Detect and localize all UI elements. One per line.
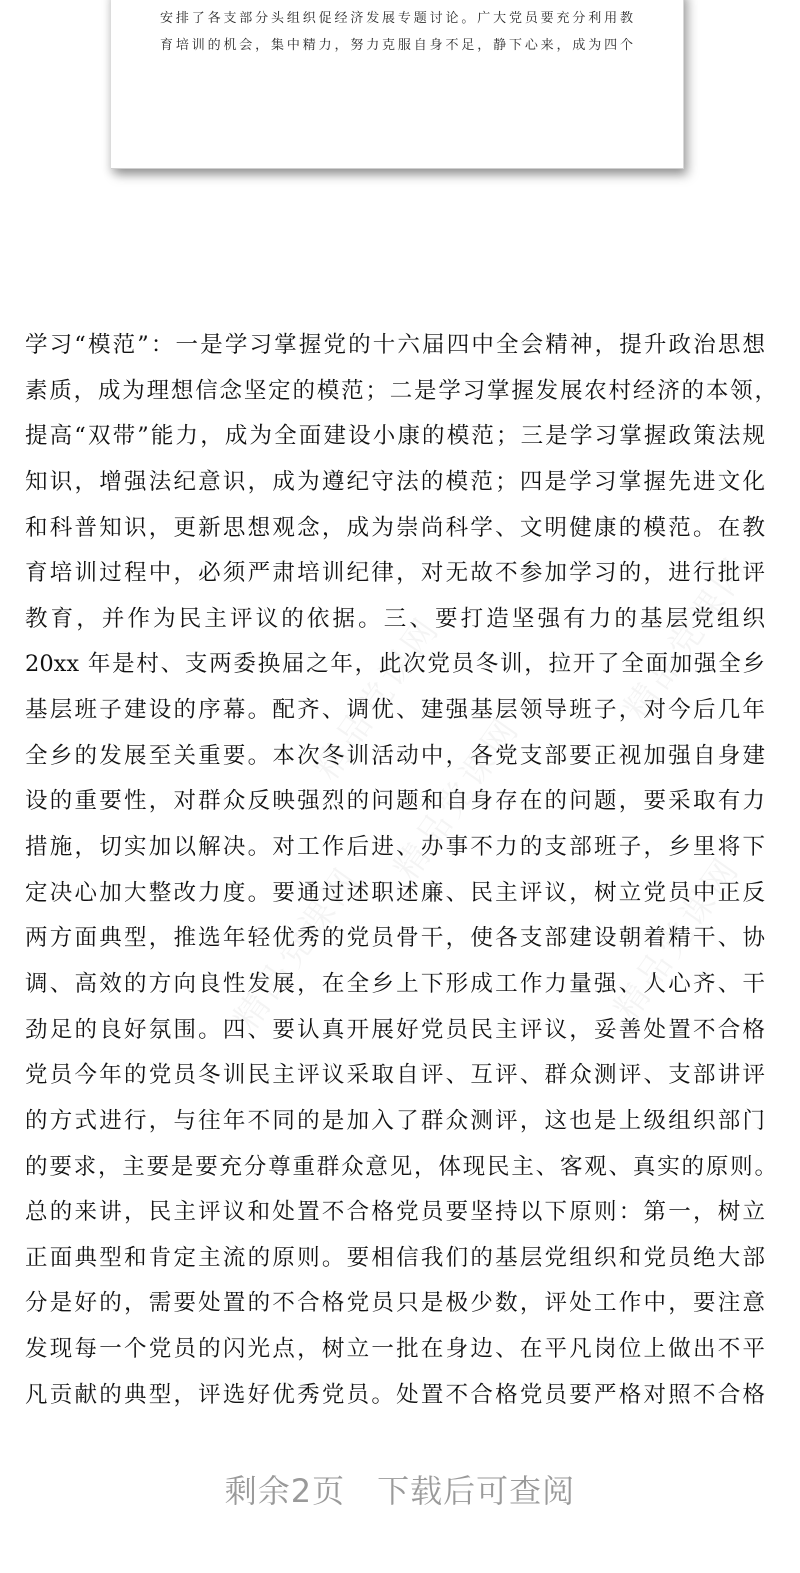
- text-line: 发现每一个党员的闪光点，树立一批在身边、在平凡岗位上做出不平: [25, 1336, 765, 1363]
- card-text-line: 育培训的机会，集中精力，努力克服自身不足，静下心来，成为四个: [160, 38, 633, 53]
- text-line: 调、高效的方向良性发展，在全乡上下形成工作力量强、人心齐、干: [25, 970, 765, 997]
- text-line: 分是好的，需要处置的不合格党员只是极少数，评处工作中，要注意: [25, 1290, 765, 1317]
- text-line: 学习“模范”：一是学习掌握党的十六届四中全会精神，提升政治思想: [25, 332, 765, 358]
- text-line: 全乡的发展至关重要。本次冬训活动中，各党支部要正视加强自身建: [25, 742, 765, 769]
- text-line: 两方面典型，推选年轻优秀的党员骨干，使各支部建设朝着精干、协: [25, 925, 765, 952]
- text-line: 劲足的良好氛围。四、要认真开展好党员民主评议，妥善处置不合格: [25, 1016, 765, 1043]
- previous-page-card: [111, 0, 684, 169]
- text-line: 基层班子建设的序幕。配齐、调优、建强基层领导班子，对今后几年: [25, 697, 765, 724]
- text-line: 素质，成为理想信念坚定的模范；二是学习掌握发展农村经济的本领，: [25, 377, 777, 404]
- card-text-line: 安排了各支部分头组织促经济发展专题讨论。广大党员要充分利用教: [160, 11, 633, 26]
- text-line: 提高“双带”能力，成为全面建设小康的模范；三是学习掌握政策法规: [25, 423, 765, 450]
- text-line: 的方式进行，与往年不同的是加入了群众测评，这也是上级组织部门: [25, 1107, 765, 1134]
- text-line: 正面典型和肯定主流的原则。要相信我们的基层党组织和党员绝大部: [25, 1244, 765, 1271]
- text-line: 和科普知识，更新思想观念，成为崇尚科学、文明健康的模范。在教: [25, 514, 765, 541]
- text-line: 育培训过程中，必须严肃培训纪律，对无故不参加学习的，进行批评: [25, 560, 765, 587]
- text-line: 总的来讲，民主评议和处置不合格党员要坚持以下原则：第一，树立: [25, 1199, 765, 1226]
- text-line: 凡贡献的典型，评选好优秀党员。处置不合格党员要严格对照不合格: [25, 1381, 765, 1408]
- text-line: 知识，增强法纪意识，成为遵纪守法的模范；四是学习掌握先进文化: [25, 468, 765, 495]
- text-line: 定决心加大整改力度。要通过述职述廉、民主评议，树立党员中正反: [25, 879, 765, 906]
- text-line: 教育，并作为民主评议的依据。三、要打造坚强有力的基层党组织: [25, 605, 765, 632]
- remaining-pages-prompt[interactable]: [0, 1466, 800, 1512]
- text-line: 设的重要性，对群众反映强烈的问题和自身存在的问题，要采取有力: [25, 788, 765, 815]
- text-line: 措施，切实加以解决。对工作后进、办事不力的支部班子，乡里将下: [25, 834, 765, 861]
- download-to-view-link[interactable]: 下载后可查阅: [377, 1472, 576, 1510]
- document-body: [25, 328, 777, 1423]
- remaining-pages-count[interactable]: 剩余2页: [224, 1472, 346, 1510]
- text-line: 党员今年的党员冬训民主评议采取自评、互评、群众测评、支部讲评: [25, 1062, 765, 1089]
- text-line: 20xx 年是村、支两委换届之年，此次党员冬训，拉开了全面加强全乡: [25, 651, 765, 678]
- text-line: 的要求，主要是要充分尊重群众意见，体现民主、客观、真实的原则。: [25, 1153, 777, 1180]
